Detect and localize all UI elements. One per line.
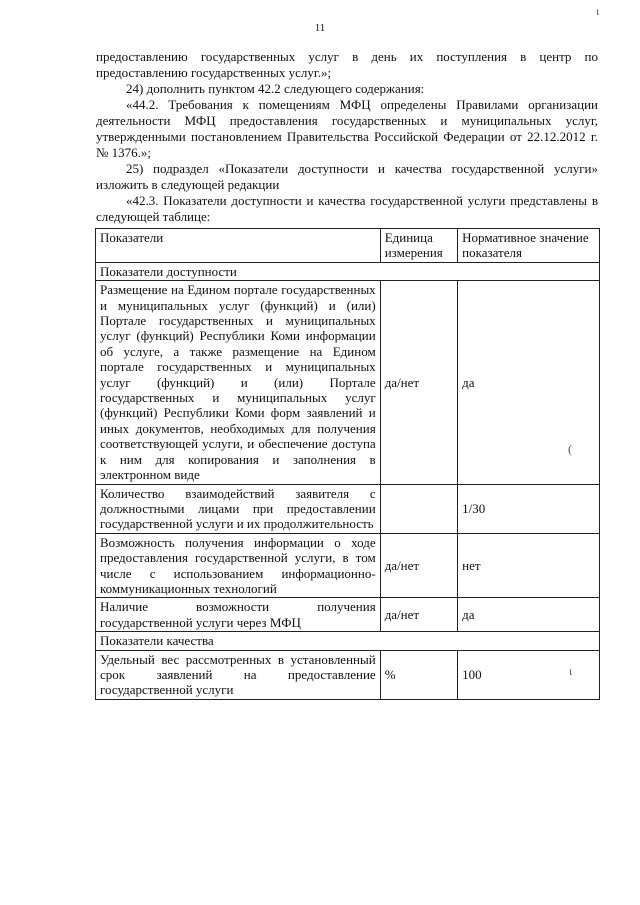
unit-cell: %	[380, 650, 457, 699]
unit-cell: да/нет	[380, 533, 457, 598]
paragraph: «42.3. Показатели доступности и качества государственной услуги представлены в следующей таблице:	[96, 193, 598, 224]
table-row	[96, 281, 600, 484]
section-quality-title: Показатели качества	[96, 632, 600, 650]
value-cell: да	[458, 598, 600, 632]
section-access-title: Показатели доступности	[96, 262, 600, 280]
paragraph: «44.2. Требования к помещениям МФЦ определены Правилами организации деятельности МФЦ предоставления государственных и муниципальных услуг, утвержденными постановлением Правительства Российской Федерации от 22.12.2012 г. № 1376.»;	[96, 97, 598, 160]
value-cell: 100	[458, 650, 600, 699]
unit-cell: да/нет	[380, 281, 457, 484]
table-header-row	[96, 229, 600, 263]
header-indicators: Показатели	[96, 229, 381, 263]
header-norm: Нормативное значение показателя	[458, 229, 600, 263]
table-row	[96, 533, 600, 598]
scan-mark: ι	[596, 4, 600, 18]
indicator-cell: Возможность получения информации о ходе предоставления государственной услуги, в том числе с использованием информационно-коммуникационных технологий	[96, 533, 381, 598]
indicator-cell: Наличие возможности получения государственной услуги через МФЦ	[96, 598, 381, 632]
section-row	[96, 262, 600, 280]
value-cell: 1/30	[458, 484, 600, 533]
table-row	[96, 598, 600, 632]
header-unit: Единица измерения	[380, 229, 457, 263]
unit-cell: да/нет	[380, 598, 457, 632]
body-text	[96, 49, 598, 225]
table-row	[96, 484, 600, 533]
paragraph: 25) подраздел «Показатели доступности и качества государственной услуги» изложить в следующей редакции	[96, 161, 598, 192]
scan-mark: (	[568, 442, 572, 456]
section-row	[96, 632, 600, 650]
unit-cell	[380, 484, 457, 533]
value-cell: да	[458, 281, 600, 484]
value-cell: нет	[458, 533, 600, 598]
page-number: 11	[314, 22, 326, 34]
scan-mark: ι	[569, 664, 573, 678]
paragraph: предоставлению государственных услуг в день их поступления в центр по предоставлению государственных услуг.»;	[96, 49, 598, 80]
paragraph: 24) дополнить пунктом 42.2 следующего содержания:	[126, 81, 425, 96]
indicator-cell: Количество взаимодействий заявителя с должностными лицами при предоставлении государственной услуги и их продолжительность	[96, 484, 381, 533]
indicator-cell: Размещение на Едином портале государственных и муниципальных услуг (функций) и (или) Портале государственных и муниципальных услуг (функций) Республики Коми информации об услуге, а также размещение на Едином портале государственных и муниципальных услуг (функций) и (или) Портале государственных и муниципальных услуг (функций) Республики Коми форм заявлений и иных документов, необходимых для получения соответствующей услуги, и обеспечение доступа к ним для копирования и заполнения в электронном виде	[96, 281, 381, 484]
indicator-cell: Удельный вес рассмотренных в установленный срок заявлений на предоставление государственной услуги	[96, 650, 381, 699]
indicators-table	[95, 228, 600, 700]
table-row	[96, 650, 600, 699]
